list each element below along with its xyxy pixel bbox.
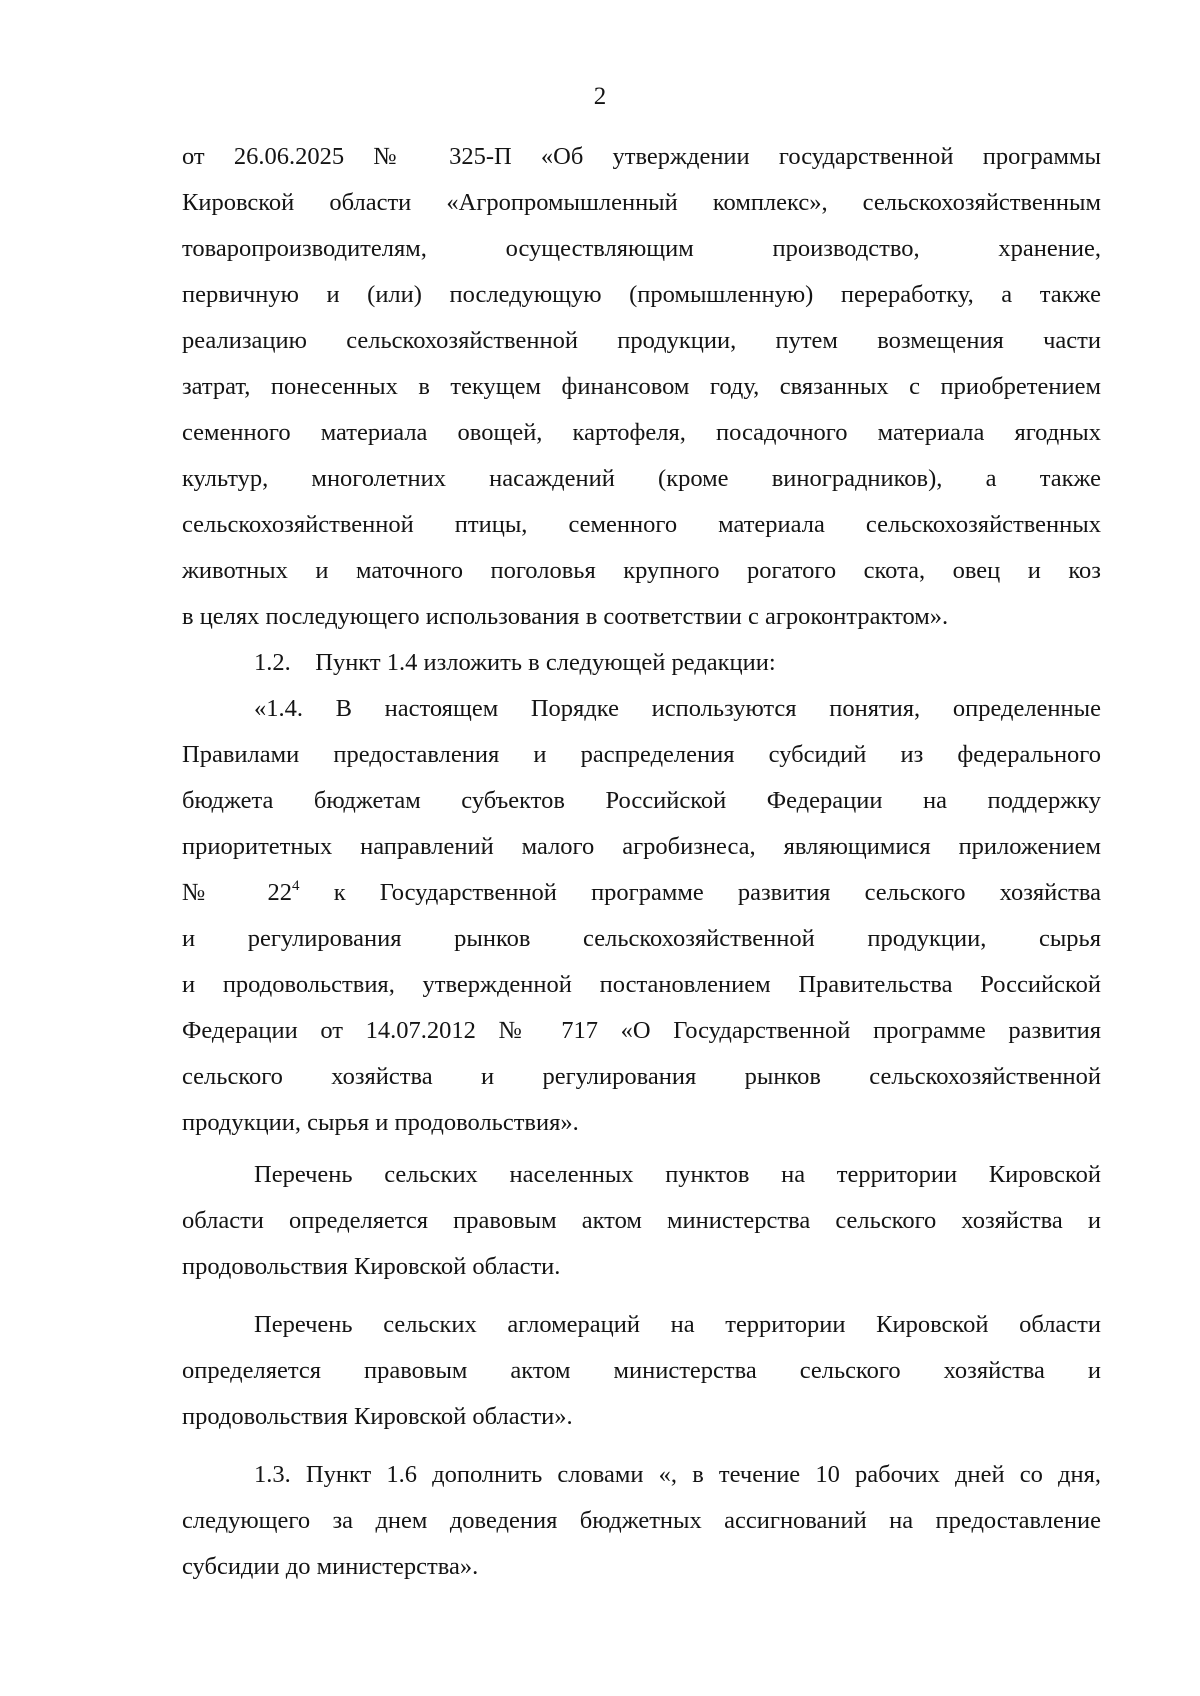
paragraph-gap (182, 1440, 1101, 1452)
text-line: животных и маточного поголовья крупного рогатого скота, овец и коз (182, 557, 1101, 584)
text-line: следующего за днем доведения бюджетных ассигнований на предоставление (182, 1507, 1101, 1534)
text-line: бюджета бюджетам субъектов Российской Федерации на поддержку (182, 787, 1101, 814)
paragraph-item-1-2 (182, 640, 1101, 686)
text-line: реализацию сельскохозяйственной продукции, путем возмещения части (182, 327, 1101, 354)
text-line: продукции, сырья и продовольствия». (182, 1109, 579, 1136)
superscript: 4 (292, 878, 300, 894)
text-line: культур, многолетних насаждений (кроме виноградников), а также (182, 465, 1101, 492)
paragraph-item-1-3 (182, 1452, 1101, 1590)
text-line: Перечень сельских агломераций на территории Кировской области (254, 1311, 1101, 1338)
text-line: Перечень сельских населенных пунктов на территории Кировской (254, 1161, 1101, 1188)
text-line: и продовольствия, утвержденной постановлением Правительства Российской (182, 971, 1101, 998)
page-number: 2 (593, 83, 607, 110)
text-line: затрат, понесенных в текущем финансовом году, связанных с приобретением (182, 373, 1101, 400)
paragraph-agglomerations (182, 1302, 1101, 1440)
text-line: субсидии до министерства». (182, 1553, 479, 1580)
text-line: Федерации от 14.07.2012 № 717 «О Государственной программе развития (182, 1017, 1101, 1044)
text-line: Правилами предоставления и распределения субсидий из федерального (182, 741, 1101, 768)
text-line: определяется правовым актом министерства сельского хозяйства и (182, 1357, 1101, 1384)
text-line: сельского хозяйства и регулирования рынков сельскохозяйственной (182, 1063, 1101, 1090)
text-line: сельскохозяйственной птицы, семенного материала сельскохозяйственных (182, 511, 1101, 538)
text-line: первичную и (или) последующую (промышленную) переработку, а также (182, 281, 1101, 308)
text-fragment: № 22 (182, 879, 293, 906)
text-line: продовольствия Кировской области. (182, 1253, 561, 1280)
paragraph-continuation (182, 134, 1101, 640)
text-line: области определяется правовым актом министерства сельского хозяйства и (182, 1207, 1101, 1234)
text-line: Кировской области «Агропромышленный комплекс», сельскохозяйственным (182, 189, 1101, 216)
text-fragment: к Государственной программе развития сельского хозяйства (299, 879, 1101, 906)
text-line: приоритетных направлений малого агробизнеса, являющимися приложением (182, 833, 1101, 860)
text-line: продовольствия Кировской области». (182, 1403, 573, 1430)
text-line: от 26.06.2025 № 325-П «Об утверждении государственной программы (182, 143, 1101, 170)
text-line: «1.4. В настоящем Порядке используются понятия, определенные (254, 695, 1101, 722)
text-line: 1.3. Пункт 1.6 дополнить словами «, в течение 10 рабочих дней со дня, (254, 1461, 1101, 1488)
paragraph-quoted-1-4 (182, 686, 1101, 1146)
text-line-with-superscript (182, 870, 1101, 916)
document-body (182, 134, 1101, 1590)
text-line: в целях последующего использования в соответствии с агроконтрактом». (182, 603, 949, 630)
paragraph-gap (182, 1290, 1101, 1302)
text-line: 1.2. Пункт 1.4 изложить в следующей редакции: (254, 649, 776, 676)
text-line: и регулирования рынков сельскохозяйственной продукции, сырья (182, 925, 1101, 952)
text-line: товаропроизводителям, осуществляющим производство, хранение, (182, 235, 1101, 262)
paragraph-settlements (182, 1152, 1101, 1290)
text-line: семенного материала овощей, картофеля, посадочного материала ягодных (182, 419, 1101, 446)
